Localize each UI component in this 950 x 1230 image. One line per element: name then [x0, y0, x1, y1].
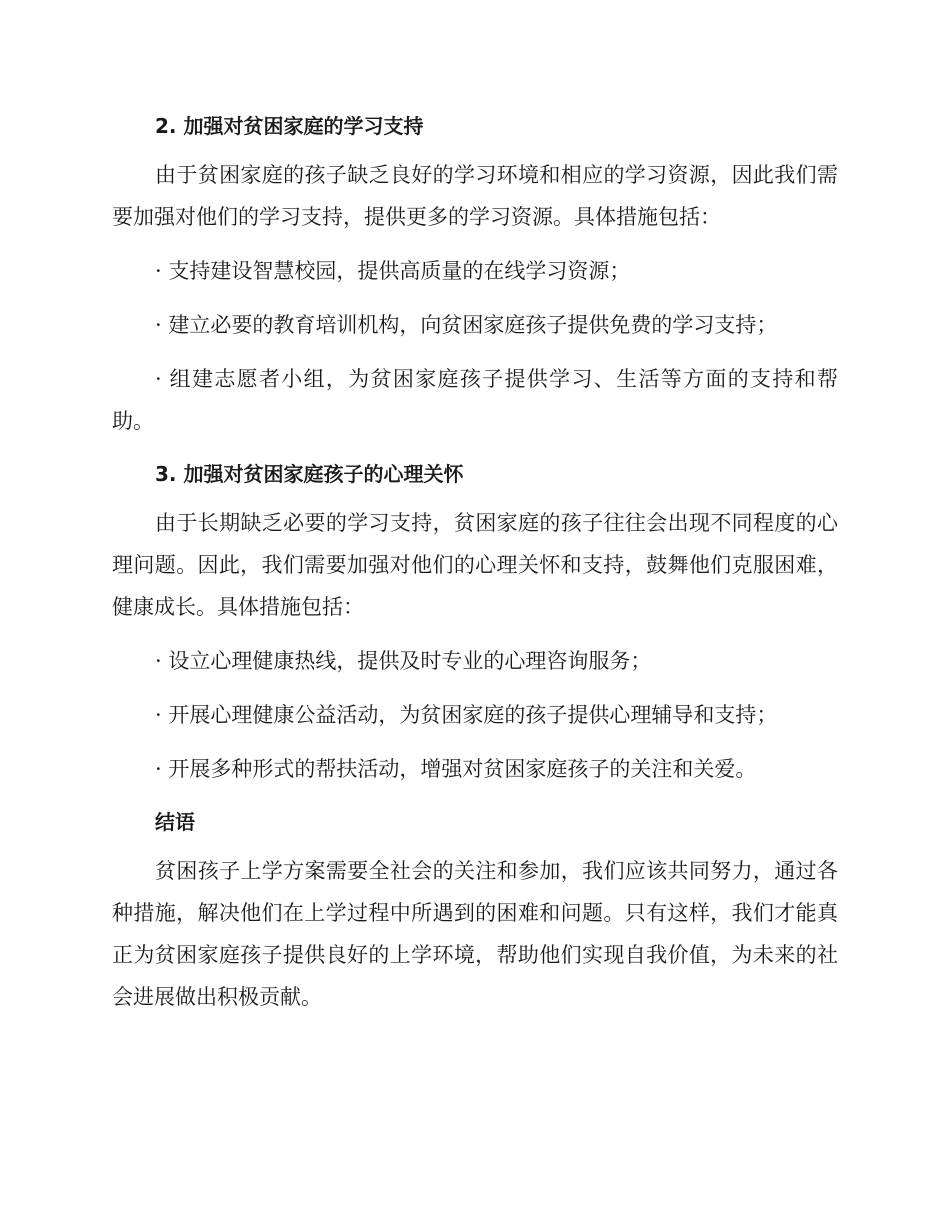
section-heading-conclusion: 结语: [155, 810, 195, 834]
section-heading-psychological-care: 3. 加强对贫困家庭孩子的心理关怀: [155, 462, 464, 486]
bullet-item: · 开展心理健康公益活动，为贫困家庭的孩子提供心理辅导和支持；: [155, 703, 778, 727]
section-heading-learning-support: 2. 加强对贫困家庭的学习支持: [155, 114, 424, 138]
section-intro-learning-support: 由于贫困家庭的孩子缺乏良好的学习环境和相应的学习资源，因此我们需要加强对他们的学习支持，提供更多的学习资源。具体措施包括：: [112, 163, 838, 229]
bullet-item: · 建立必要的教育培训机构，向贫困家庭孩子提供免费的学习支持；: [155, 313, 778, 337]
bullet-item: · 开展多种形式的帮扶活动，增强对贫困家庭孩子的关注和关爱。: [155, 757, 757, 781]
bullet-item: · 支持建设智慧校园，提供高质量的在线学习资源；: [155, 259, 631, 283]
section-intro-psychological-care: 由于长期缺乏必要的学习支持，贫困家庭的孩子往往会出现不同程度的心理问题。因此，我们需要加强对他们的心理关怀和支持，鼓舞他们克服困难，健康成长。具体措施包括：: [112, 511, 838, 619]
section-intro-conclusion: 贫困孩子上学方案需要全社会的关注和参加，我们应该共同努力，通过各种措施，解决他们在上学过程中所遇到的困难和问题。只有这样，我们才能真正为贫困家庭孩子提供良好的上学环境，帮助他们实现自我价值，为未来的社会进展做出积极贡献。: [112, 859, 838, 1009]
bullet-item: · 组建志愿者小组，为贫困家庭孩子提供学习、生活等方面的支持和帮助。: [112, 367, 838, 433]
bullet-item: · 设立心理健康热线，提供及时专业的心理咨询服务；: [155, 649, 652, 673]
